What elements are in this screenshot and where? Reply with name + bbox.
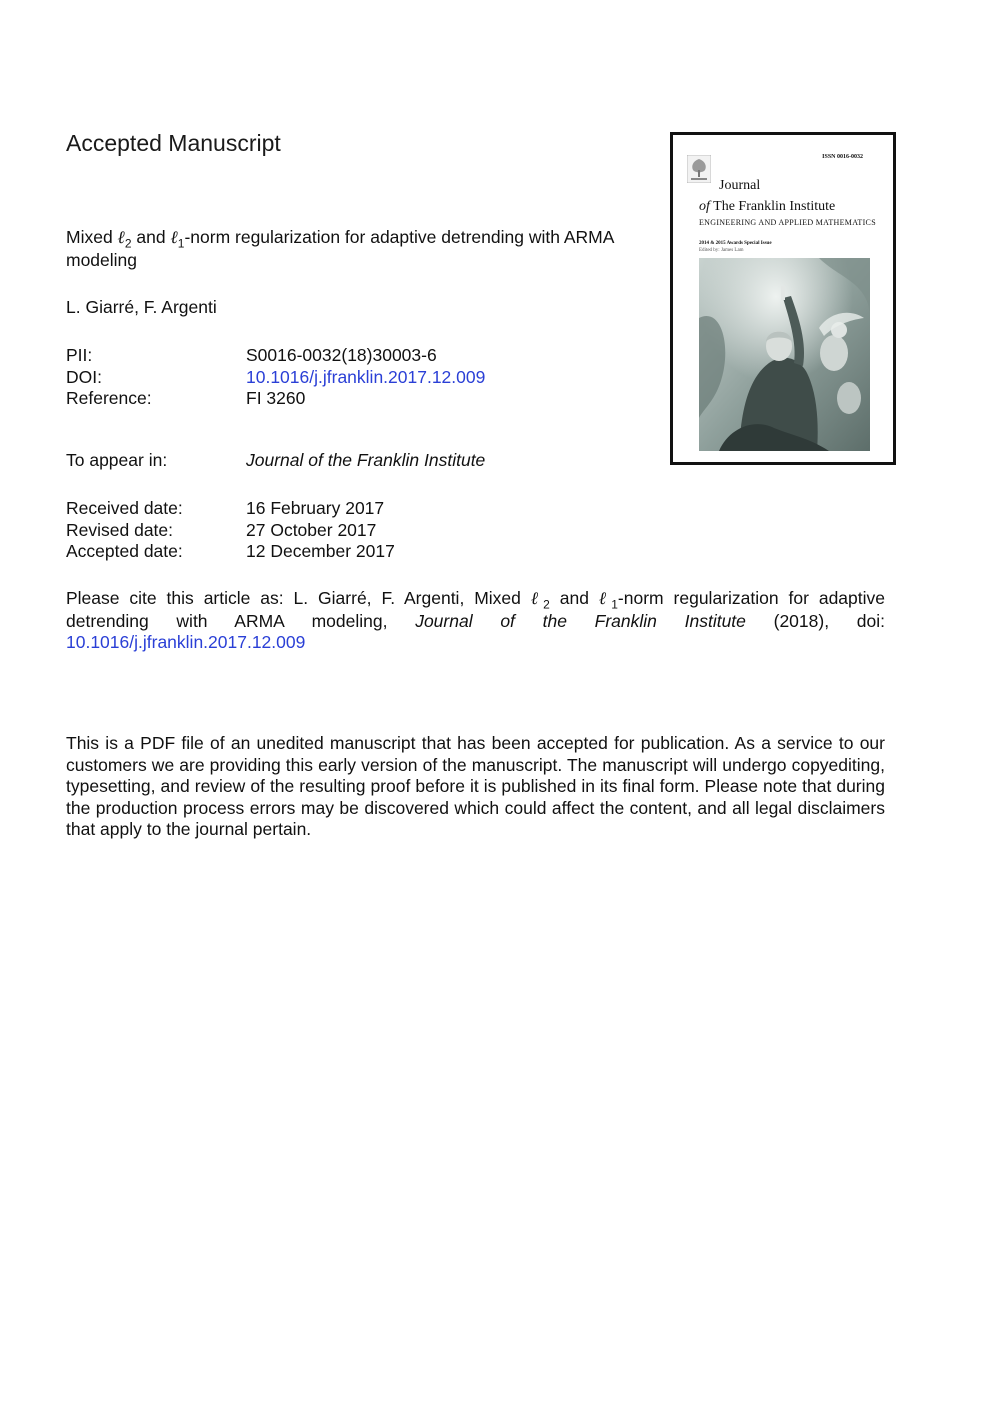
revised-value: 27 October 2017 bbox=[246, 520, 377, 540]
cover-subtitle: ENGINEERING AND APPLIED MATHEMATICS bbox=[699, 218, 876, 227]
page-heading: Accepted Manuscript bbox=[66, 130, 281, 156]
appear-label: To appear in: bbox=[66, 450, 168, 470]
authors: L. Giarré, F. Argenti bbox=[66, 297, 217, 317]
article-title bbox=[66, 226, 626, 271]
accepted-label: Accepted date: bbox=[66, 541, 183, 561]
cite-journal: Journal of the Franklin Institute bbox=[415, 610, 746, 631]
disclaimer-paragraph: This is a PDF file of an unedited manuscript that has been accepted for publication. As a service to our customers we are providing this early version of the manuscript. The manuscript will undergo copyediting, typesetting, and review of the resulting proof before it is published in its final form. Please note that during the production process errors may be discovered which could affect the content, and all legal disclaimers that apply to the journal pertain. bbox=[66, 733, 885, 839]
received-value: 16 February 2017 bbox=[246, 498, 385, 518]
citation-paragraph bbox=[66, 588, 885, 654]
revised-label: Revised date: bbox=[66, 520, 174, 540]
pii-label: PII: bbox=[66, 345, 93, 365]
cover-issue: 2014 & 2015 Awards Special Issue bbox=[699, 241, 772, 246]
ell-symbol: ℓ bbox=[598, 589, 612, 609]
appear-value: Journal of the Franklin Institute bbox=[246, 450, 486, 470]
cover-journal-name bbox=[673, 199, 899, 215]
title-suffix: -norm regularization for adaptive detrending with ARMA modeling bbox=[66, 227, 614, 270]
pii-value: S0016-0032(18)30003-6 bbox=[246, 345, 437, 365]
elsevier-tree-icon bbox=[687, 155, 711, 183]
cite-text-2: and bbox=[549, 588, 599, 608]
cover-issn: ISSN 0016-0032 bbox=[822, 154, 863, 160]
cite-doi-link[interactable]: 10.1016/j.jfranklin.2017.12.009 bbox=[66, 632, 306, 652]
cover-editor: Edited by: James Lam bbox=[699, 248, 744, 253]
cover-journal-word: Journal bbox=[719, 178, 761, 193]
cite-subscript-1: 1 bbox=[611, 597, 618, 612]
franklin-painting-image bbox=[699, 258, 870, 451]
doi-link[interactable]: 10.1016/j.jfranklin.2017.12.009 bbox=[246, 367, 486, 387]
title-prefix: Mixed bbox=[66, 227, 118, 247]
title-subscript-1: 1 bbox=[177, 236, 185, 251]
journal-cover bbox=[670, 132, 896, 465]
received-label: Received date: bbox=[66, 498, 183, 518]
ell-symbol: ℓ bbox=[530, 589, 544, 609]
reference-value: FI 3260 bbox=[246, 388, 306, 408]
cover-of: of bbox=[699, 199, 710, 214]
cite-text-3: -norm regularization for adaptive detrending with ARMA modeling, bbox=[66, 588, 885, 631]
cover-name: The Franklin Institute bbox=[709, 199, 836, 214]
ell-symbol: ℓ bbox=[170, 228, 178, 248]
reference-label: Reference: bbox=[66, 388, 152, 408]
cite-text-1: Please cite this article as: L. Giarré, F. Argenti, Mixed bbox=[66, 588, 531, 608]
doi-label: DOI: bbox=[66, 367, 102, 387]
title-subscript-2: 2 bbox=[124, 236, 132, 251]
title-mid: and bbox=[131, 227, 171, 247]
cite-subscript-2: 2 bbox=[543, 597, 550, 612]
cite-text-4: (2018), doi: bbox=[745, 610, 885, 631]
ell-symbol: ℓ bbox=[117, 228, 125, 248]
accepted-value: 12 December 2017 bbox=[246, 541, 395, 561]
